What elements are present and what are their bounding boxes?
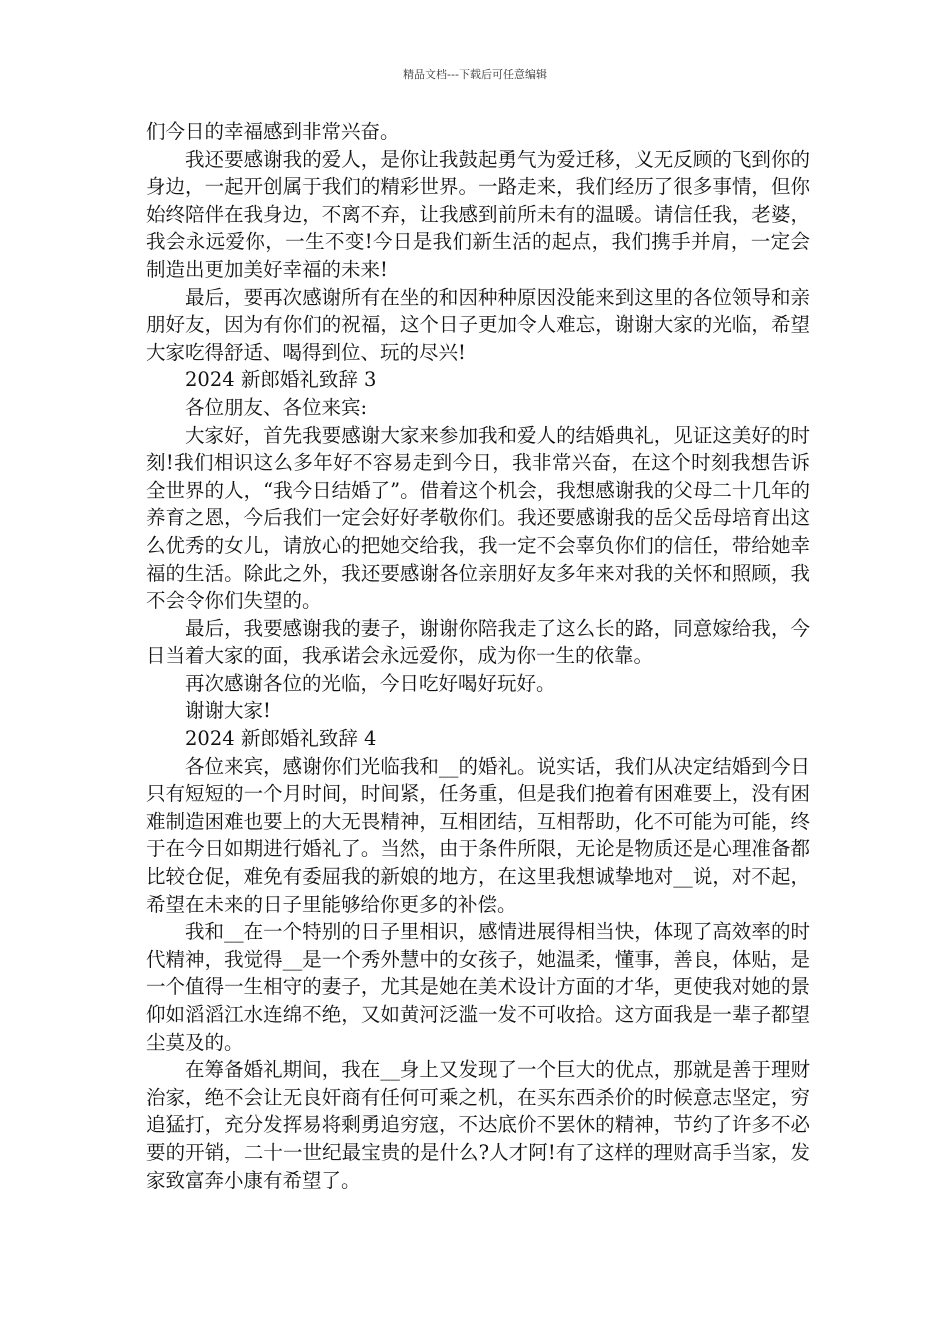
paragraph-continuation: 们今日的幸福感到非常兴奋。: [146, 120, 400, 143]
paragraph: 再次感谢各位的光临，今日吃好喝好玩好。: [185, 671, 556, 695]
document-body: [146, 118, 810, 1194]
page-header: 精品文档---下载后可任意编辑: [403, 68, 547, 81]
paragraph: 我还要感谢我的爱人，是你让我鼓起勇气为爱迁移，义无反顾的飞到你的身边，一起开创属于我们的精彩世界。一路走来，我们经历了很多事情，但你始终陪伴在我身边，不离不弃，让我感到前所未有的温暖。请信任我，老婆，我会永远爱你，一生不变!今日是我们新生活的起点，我们携手并肩，一定会制造出更加美好幸福的未来!: [146, 147, 810, 281]
paragraph: 最后，我要感谢我的妻子，谢谢你陪我走了这么长的路，同意嫁给我，今日当着大家的面，我承诺会永远爱你，成为你一生的依靠。: [146, 616, 810, 668]
paragraph: 我和__在一个特别的日子里相识，感情进展得相当快，体现了高效率的时代精神，我觉得__是一个秀外慧中的女孩子，她温柔，懂事，善良，体贴，是一个值得一生相守的妻子，尤其是她在美术设计方面的才华，更使我对她的景仰如滔滔江水连绵不绝，又如黄河泛滥一发不可收拾。这方面我是一辈子都望尘莫及的。: [146, 920, 810, 1054]
salutation: 各位朋友、各位来宾:: [185, 395, 368, 419]
closing-line: 谢谢大家!: [185, 699, 271, 723]
paragraph: 大家好，首先我要感谢大家来参加我和爱人的结婚典礼，见证这美好的时刻!我们相识这么多年好不容易走到今日，我非常兴奋，在这个时刻我想告诉全世界的人，“我今日结婚了”。借着这个机会，我想感谢我的父母二十几年的养育之恩，今后我们一定会好好孝敬你们。我还要感谢我的岳父岳母培育出这么优秀的女儿，请放心的把她交给我，我一定不会辜负你们的信任，带给她幸福的生活。除此之外，我还要感谢各位亲朋好友多年来对我的关怀和照顾，我不会令你们失望的。: [146, 423, 810, 613]
section-heading: 2024 新郎婚礼致辞 4: [185, 727, 377, 751]
paragraph: 最后，要再次感谢所有在坐的和因种种原因没能来到这里的各位领导和亲朋好友，因为有你们的祝福，这个日子更加令人难忘，谢谢大家的光临，希望大家吃得舒适、喝得到位、玩的尽兴!: [146, 285, 810, 364]
paragraph: 各位来宾，感谢你们光临我和__的婚礼。说实话，我们从决定结婚到今日只有短短的一个月时间，时间紧，任务重，但是我们抱着有困难要上，没有困难制造困难也要上的大无畏精神，互相团结，互相帮助，化不可能为可能，终于在今日如期进行婚礼了。当然，由于条件所限，无论是物质还是心理准备都比较仓促，难免有委屈我的新娘的地方，在这里我想诚挚地对__说，对不起，希望在未来的日子里能够给你更多的补偿。: [146, 754, 810, 916]
paragraph: 在筹备婚礼期间，我在__身上又发现了一个巨大的优点，那就是善于理财治家，绝不会让无良奸商有任何可乘之机，在买东西杀价的时候意志坚定，穷追猛打，充分发挥易将剩勇追穷寇，不达底价不罢休的精神，节约了许多不必要的开销，二十一世纪最宝贵的是什么?人才阿!有了这样的理财高手当家，发家致富奔小康有希望了。: [146, 1058, 810, 1192]
section-heading: 2024 新郎婚礼致辞 3: [185, 368, 377, 392]
